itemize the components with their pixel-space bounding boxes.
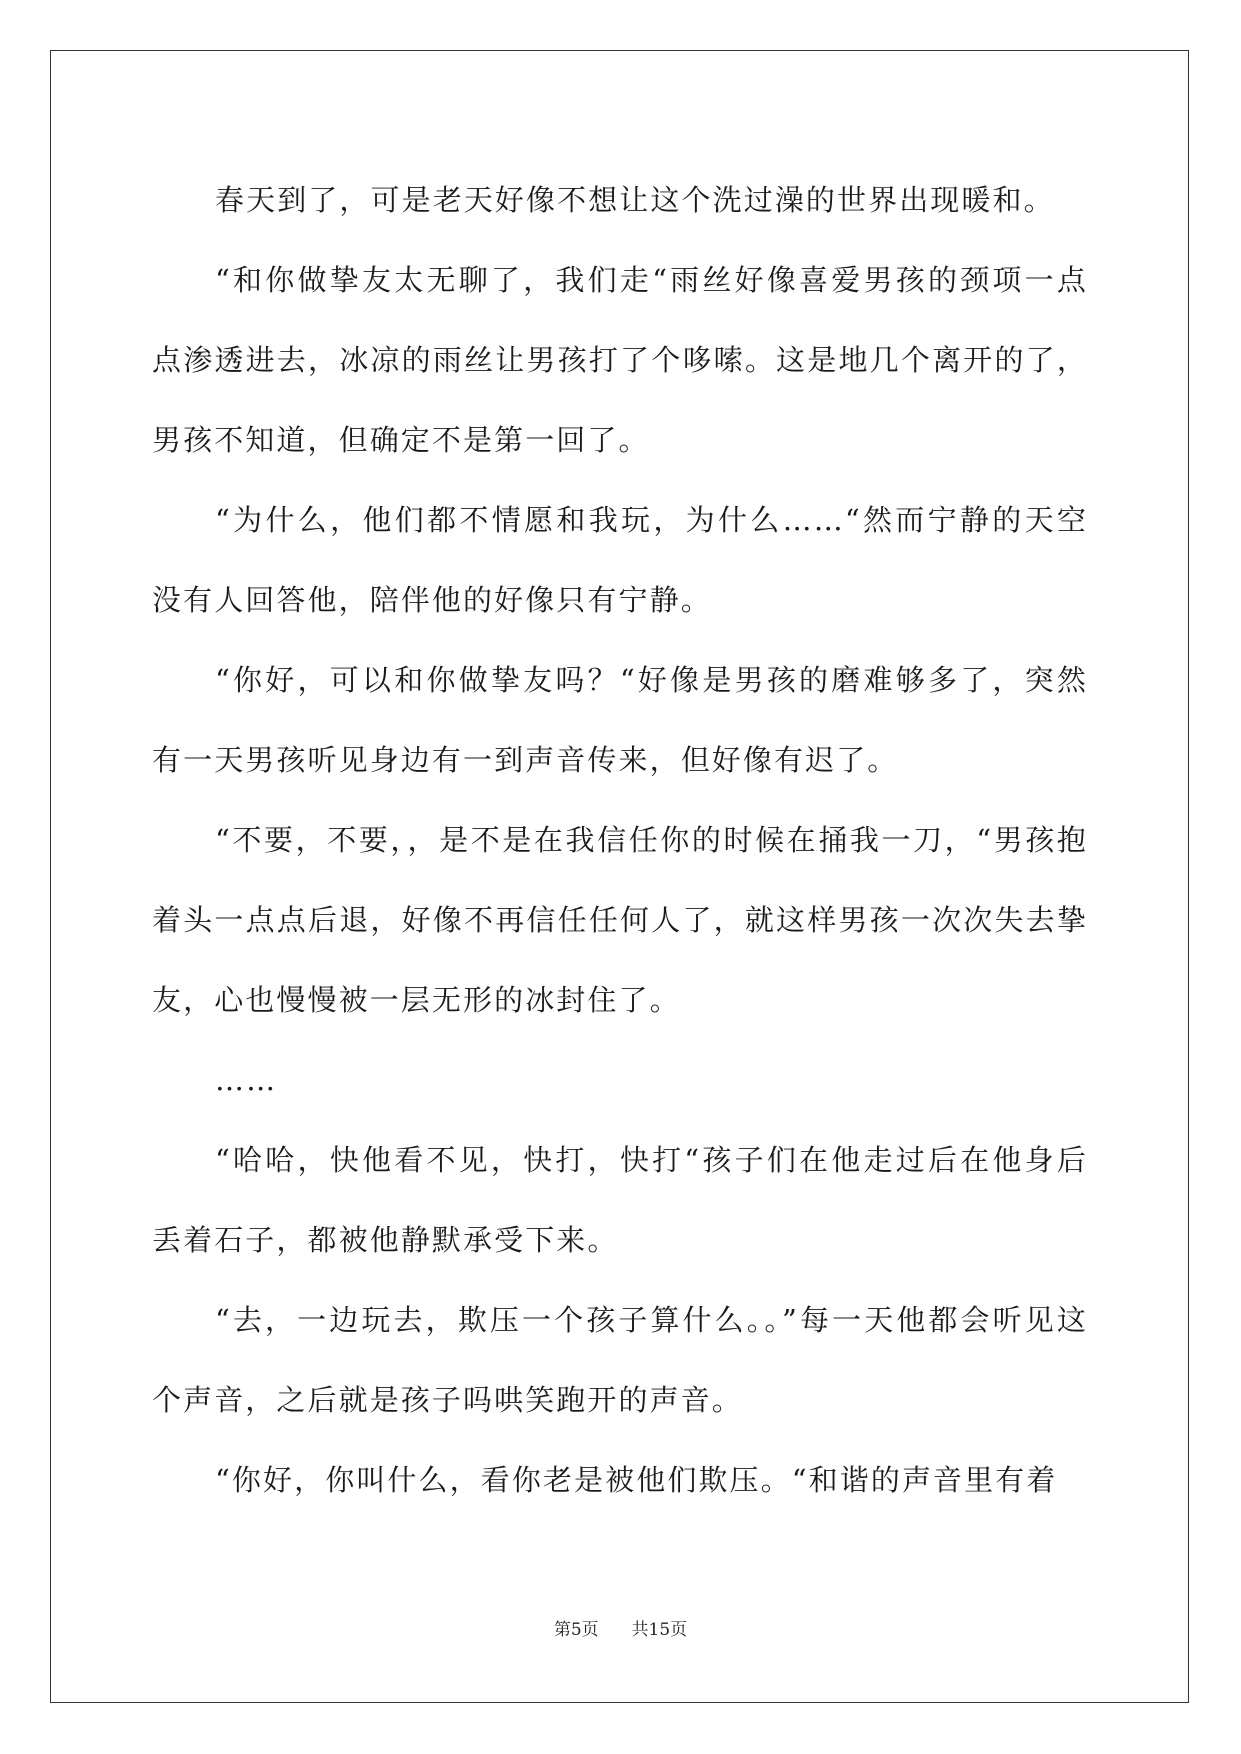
- paragraph-3: “为什么，他们都不情愿和我玩，为什么……“然而宁静的天空没有人回答他，陪伴他的好像只有宁静。: [152, 503, 1088, 617]
- paragraph-ellipsis: ……: [215, 1063, 278, 1097]
- paragraph-8: “去，一边玩去，欺压一个孩子算什么。。”每一天他都会听见这个声音，之后就是孩子吗哄笑跑开的声音。: [152, 1303, 1088, 1417]
- paragraph-2: “和你做挚友太无聊了，我们走“雨丝好像喜爱男孩的颈项一点点渗透进去，冰凉的雨丝让男孩打了个哆嗦。这是地几个离开的了，男孩不知道，但确定不是第一回了。: [152, 263, 1088, 457]
- paragraph-7: “哈哈，快他看不见，快打，快打“孩子们在他走过后在他身后丢着石子，都被他静默承受下来。: [152, 1143, 1088, 1257]
- paragraph-5: “不要，不要，，是不是在我信任你的时候在捅我一刀，“男孩抱着头一点点后退，好像不再信任任何人了，就这样男孩一次次失去挚友，心也慢慢被一层无形的冰封住了。: [152, 823, 1088, 1017]
- paragraph-9: “你好，你叫什么，看你老是被他们欺压。“和谐的声音里有着: [215, 1463, 1058, 1497]
- page-footer: [0, 1615, 1241, 1640]
- paragraph-1: 春天到了，可是老天好像不想让这个洗过澡的世界出现暖和。: [215, 183, 1055, 217]
- page-number: 第5页: [553, 1620, 599, 1640]
- document-body: [152, 160, 1088, 1520]
- total-pages: 共15页: [631, 1620, 688, 1640]
- paragraph-4: “你好，可以和你做挚友吗？“好像是男孩的磨难够多了，突然有一天男孩听见身边有一到声音传来，但好像有迟了。: [152, 663, 1088, 777]
